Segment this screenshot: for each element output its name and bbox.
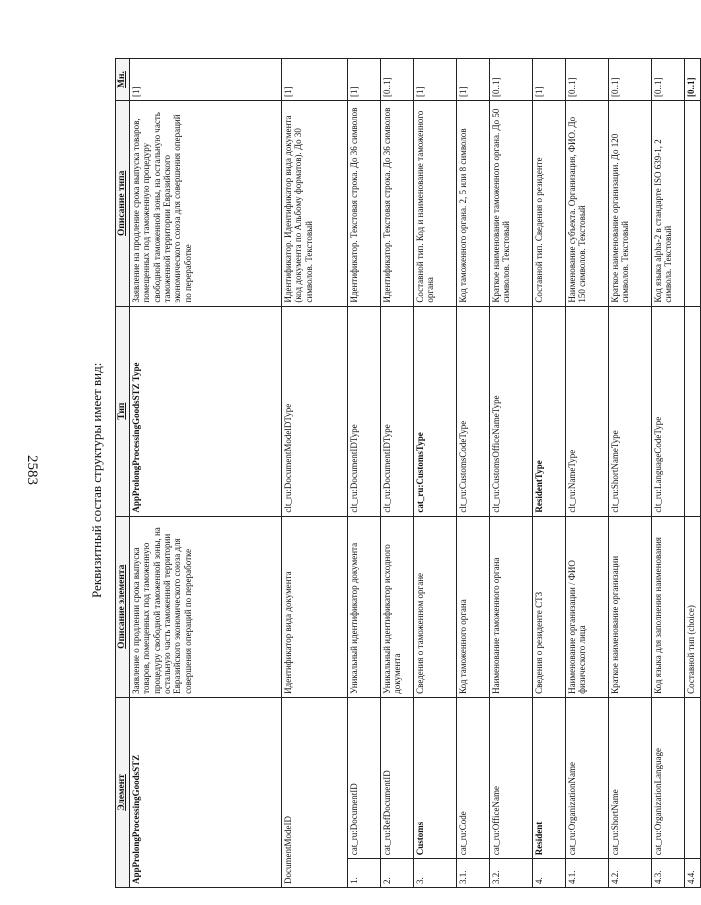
cell-type-description: Код таможенного органа. 2, 5 или 8 символов [456,101,489,307]
cell-type: AppProlongProcessingGoodsSTZ Type [129,306,281,516]
cell-number: 1. [347,859,380,888]
cell-element-description: Сведения о таможенном органе [413,516,456,697]
cell-element: cat_ru:DocumentID [347,697,380,858]
cell-type: clt_ru:DocumentIDType [380,306,413,516]
cell-type-description: Краткое наименование таможенного органа. До 50 символов. Текстовый [489,101,532,307]
header-element: Элемент [116,697,130,887]
cell-element-description: Идентификатор вида документа [281,516,347,697]
table-row [347,59,380,888]
cell-multiplicity: [1] [347,59,380,101]
cell-type-description: Идентификатор. Текстовая строка. До 36 символов [347,101,380,307]
table-row [565,59,608,888]
cell-number: 4.1. [565,859,608,888]
cell-multiplicity: [0..1] [489,59,532,101]
cell-multiplicity: [1] [532,59,565,101]
cell-element: cat_ru:OrganizationName [565,697,608,858]
cell-element: cat_ru:RefDocumentID [380,697,413,858]
cell-type-description: Краткое наименование организации. До 120 символов. Текстовый [608,101,651,307]
cell-element-description: Краткое наименование организации [608,516,651,697]
cell-number: 2. [380,859,413,888]
cell-type-description: Наименование субъекта. Организация, ФИО. До 150 символов. Текстовый [565,101,608,307]
cell-type: cat_ru:CustomsType [413,306,456,516]
intro-text: Реквизитный состав структуры имеет вид: [89,362,104,598]
cell-type-description: Идентификатор. Текстовая строка. До 36 символов [380,101,413,307]
cell-multiplicity: [0..1] [651,59,684,101]
cell-element: cat_ru:OrganizationLanguage [651,697,684,858]
table-row [489,59,532,888]
cell-element-description: Уникальный идентификатор исходного документа [380,516,413,697]
cell-element-description: Уникальный идентификатор документа [347,516,380,697]
cell-number: 4. [532,859,565,888]
cell-element: cat_ru:OfficeName [489,697,532,858]
table-row [532,59,565,888]
cell-type: clt_ru:DocumentIDType [347,306,380,516]
cell-element-description: Сведения о резиденте СТЗ [532,516,565,697]
cell-element [684,697,700,858]
cell-multiplicity: [1] [129,59,281,101]
cell-type-description: Составной тип. Код и наименование таможенного органа [413,101,456,307]
cell-number: 3. [413,859,456,888]
cell-number: 4.2. [608,859,651,888]
cell-element-description: Код языка для заполнения наименования [651,516,684,697]
cell-element: Customs [413,697,456,858]
cell-multiplicity: [1] [413,59,456,101]
cell-element-description: Наименование таможенного органа [489,516,532,697]
cell-type: clt_ru:LanguageCodeType [651,306,684,516]
cell-type: clt_ru:DocumentModelDType [281,306,347,516]
header-element-description: Описание элемента [116,516,130,697]
cell-number: 3.2. [489,859,532,888]
cell-element-description: Составной тип (choice) [684,516,700,697]
cell-multiplicity: [0..1] [608,59,651,101]
cell-element: DocumentModeID [281,697,347,887]
table-row [651,59,684,888]
cell-type: clt_ru:CustomsCodeType [456,306,489,516]
cell-multiplicity: [0..1] [684,59,700,101]
cell-type-description: Идентификатор. Идентификатор вида документа (код документа по Альбому форматов). До 30 символов. Текстовый [281,101,347,307]
cell-multiplicity: [1] [281,59,347,101]
header-multiplicity: Мн. [116,59,130,101]
cell-type: clt_ru:CustomsOfficeNameType [489,306,532,516]
cell-element: cat_ru:Code [456,697,489,858]
header-type-description: Описание типа [116,101,130,307]
table-row [608,59,651,888]
cell-type: clt_ru:NameType [565,306,608,516]
header-type: Тип [116,306,130,516]
requisites-table [115,58,701,888]
cell-number: 4.3. [651,859,684,888]
cell-type-description: Составной тип. Сведения о резиденте [532,101,565,307]
cell-multiplicity: [0..1] [380,59,413,101]
cell-number: 3.1. [456,859,489,888]
cell-element: AppProlongProcessingGoodsSTZ [129,697,281,887]
table-row [281,59,347,888]
cell-element-description: Код таможенного органа [456,516,489,697]
cell-multiplicity: [0..1] [565,59,608,101]
cell-element-description: Наименование организации / ФИО физического лица [565,516,608,697]
cell-type-description: Код языка alpha-2 в стандарте ISO 639-1, 2 символа. Текстовый [651,101,684,307]
page-number: 2583 [24,455,40,485]
cell-type-description [684,101,700,307]
cell-element: cat_ru:ShortName [608,697,651,858]
cell-number: 4.4. [684,859,700,888]
table-row [413,59,456,888]
cell-multiplicity: [1] [456,59,489,101]
table-row [456,59,489,888]
cell-type-description: Заявление на продление срока выпуска товаров, помещенных под таможенную процедуру свободной таможенной зоны, на остальную часть таможенной территории Евразийского экономического союза для совершения операций по переработке [129,101,281,307]
cell-type [684,306,700,516]
cell-type: ResidentType [532,306,565,516]
table-header-row [116,59,130,888]
table-row [684,59,700,888]
table-row [129,59,281,888]
requisites-table-wrapper [115,58,696,888]
cell-element-description: Заявление о продлении срока выпуска товаров, помещенных под таможенную процедуру свободной таможенной зоны, на остальную часть таможенной территории Евразийского экономического союза для совершения операций по переработке [129,516,281,697]
cell-element: Resident [532,697,565,858]
cell-type: clt_ru:ShortNameType [608,306,651,516]
table-row [380,59,413,888]
